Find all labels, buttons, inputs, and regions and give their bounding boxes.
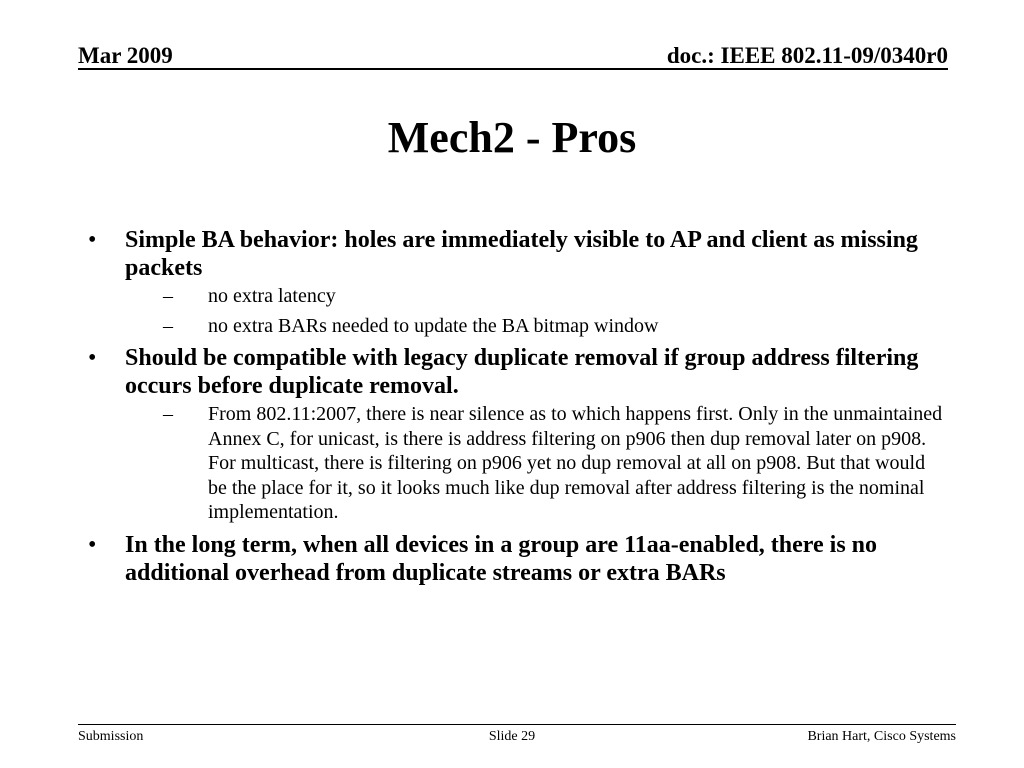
- dash-icon: –: [163, 314, 173, 337]
- slide-title: Mech2 - Pros: [387, 113, 637, 162]
- bullet-item: [88, 531, 948, 587]
- bullet-icon: •: [88, 227, 97, 253]
- footer-submission: Submission: [78, 729, 144, 744]
- bullet-icon: •: [88, 531, 97, 558]
- bullet-item: [88, 344, 948, 525]
- sub-bullet-list: [125, 402, 948, 525]
- sub-bullet-text: From 802.11:2007, there is near silence as to which happens first. Only in the unmaintained Annex C, for unicast, is there is address filtering on p906 then dup removal later on p908. For multicast, there is filtering on p906 yet no dup removal at all on p908. But that would be the place for it, so it looks much like dup removal after address filtering is the nominal implementation.: [208, 403, 943, 523]
- bullet-text: In the long term, when all devices in a group are 11aa-enabled, there is no additional overhead from duplicate streams or extra BARs: [125, 531, 878, 586]
- sub-bullet-text: no extra BARs needed to update the BA bitmap window: [208, 314, 659, 337]
- slide-body: [88, 226, 948, 591]
- bullet-text: Simple BA behavior: holes are immediately visible to AP and client as missing packets: [125, 227, 918, 281]
- dash-icon: –: [163, 285, 173, 307]
- header-doc-id: doc.: IEEE 802.11-09/0340r0: [666, 43, 948, 68]
- header-date: Mar 2009: [78, 43, 173, 68]
- bullet-item: [88, 226, 948, 338]
- footer-slide-number: Slide 29: [488, 729, 536, 744]
- sub-bullet-item: [163, 402, 948, 525]
- sub-bullet-item: [163, 284, 948, 309]
- footer-divider: [78, 724, 956, 725]
- sub-bullet-text: no extra latency: [208, 285, 336, 307]
- dash-icon: –: [163, 403, 173, 425]
- bullet-text: Should be compatible with legacy duplicate removal if group address filtering occurs before duplicate removal.: [125, 345, 919, 399]
- footer-author: Brian Hart, Cisco Systems: [807, 729, 956, 744]
- bullet-icon: •: [88, 345, 97, 371]
- header-divider: [78, 68, 948, 70]
- sub-bullet-list: [125, 284, 948, 338]
- sub-bullet-item: [163, 314, 948, 339]
